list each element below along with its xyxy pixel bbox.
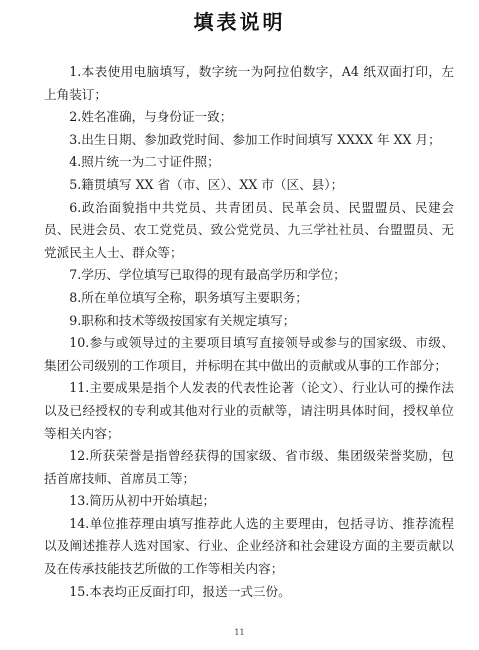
instruction-item-7: 7.学历、学位填写已取得的现有最高学历和学位； (69, 267, 346, 283)
instruction-item-6: 6.政治面貌指中共党员、共青团员、民革会员、民盟盟员、民建会员、民进会员、农工党党员、致公党党员、九三学社社员、台盟盟员、无党派民主人士、群众等； (44, 199, 454, 260)
page-title: 填表说明 (193, 10, 286, 34)
instruction-item-1: 1.本表使用电脑填写，数字统一为阿拉伯数字，A4 纸双面打印，左上角装订； (44, 64, 454, 102)
instruction-item-11: 11.主要成果是指个人发表的代表性论著（论文）、行业认可的操作法以及已经授权的专利或其他对行业的贡献等，请注明具体时间，授权单位等相关内容； (44, 380, 454, 441)
page-number: 11 (234, 628, 245, 637)
instruction-item-2: 2.姓名准确，与身份证一致； (69, 109, 233, 125)
instruction-item-14: 14.单位推荐理由填写推荐此人选的主要理由，包括寻访、推荐流程以及阐述推荐人选对国家、行业、企业经济和社会建设方面的主要贡献以及在传承技能技艺所做的工作等相关内容； (44, 515, 454, 577)
instruction-item-15: 15.本表均正反面打印，报送一式三份。 (69, 583, 291, 599)
instructions-body (44, 61, 454, 603)
instruction-item-9: 9.职称和技术等级按国家有关规定填写； (69, 312, 296, 328)
instruction-item-8: 8.所在单位填写全称，职务填写主要职务； (69, 289, 308, 305)
instruction-item-5: 5.籍贯填写 XX 省（市、区）、XX 市（区、县）； (69, 176, 344, 192)
instruction-item-13: 13.简历从初中开始填起； (69, 493, 216, 509)
instruction-item-4: 4.照片统一为二寸证件照； (69, 154, 220, 170)
instruction-item-3: 3.出生日期、参加政党时间、参加工作时间填写 XXXX 年 XX 月； (69, 131, 441, 147)
instruction-item-12: 12.所获荣誉是指曾经获得的国家级、省市级、集团级荣誉奖励，包括首席技师、首席员工等； (44, 448, 454, 486)
instruction-item-10: 10.参与或领导过的主要项目填写直接领导或参与的国家级、市级、集团公司级别的工作项目，并标明在其中做出的贡献或从事的工作部分； (44, 335, 454, 373)
